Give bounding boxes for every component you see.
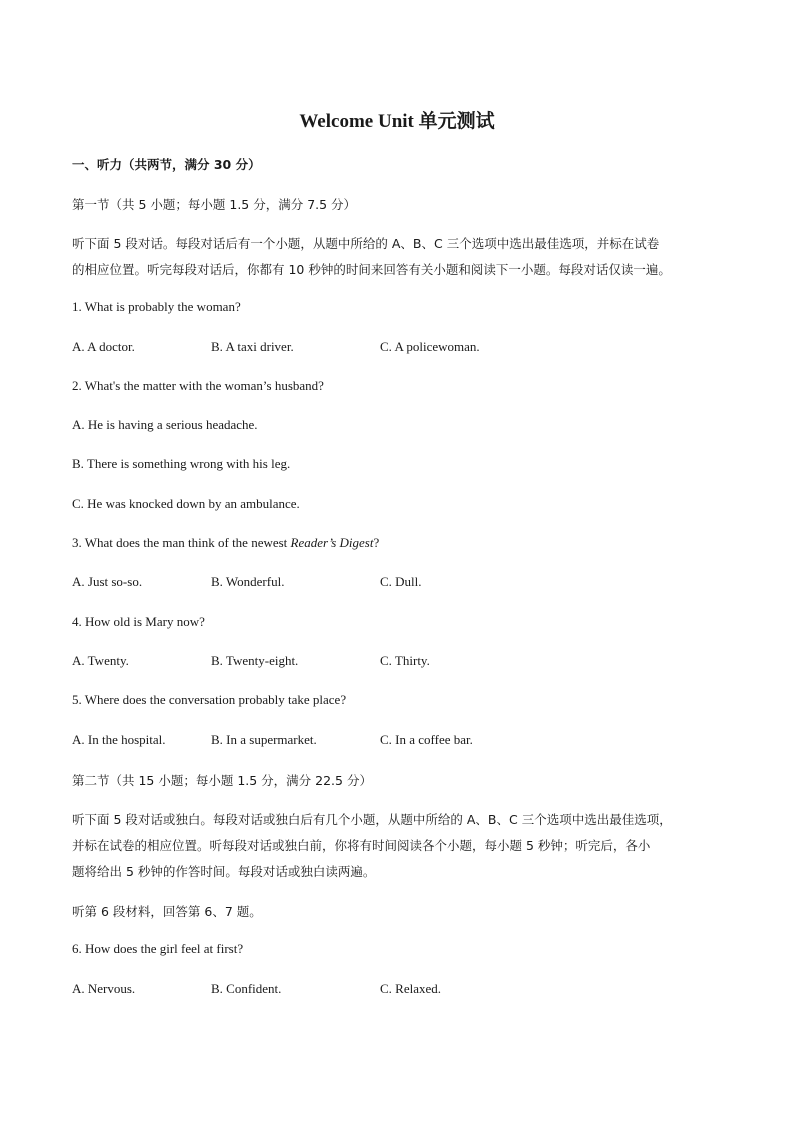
question-1-option-a: A. A doctor. [72, 339, 135, 354]
question-2-option-b: B. There is something wrong with his leg. [72, 456, 291, 471]
part-two-instructions-line2: 并标在试卷的相应位置。听每段对话或独白前，你将有时间阅读各个小题，每小题 5 秒钟；听完后，各小 [72, 838, 651, 853]
question-1-stem: 1. What is probably the woman? [72, 299, 241, 314]
page-title: Welcome Unit 单元测试 [299, 111, 495, 132]
question-5-option-b: B. In a supermarket. [211, 732, 317, 747]
question-5-option-c: C. In a coffee bar. [380, 732, 473, 747]
question-3-option-b: B. Wonderful. [211, 574, 285, 589]
question-4-option-c: C. Thirty. [380, 653, 430, 668]
question-1-option-b: B. A taxi driver. [211, 339, 294, 354]
part-two-instructions-line1: 听下面 5 段对话或独白。每段对话或独白后有几个小题，从题中所给的 A、B、C 三个选项中选出最佳选项， [72, 812, 672, 827]
question-3-option-c: C. Dull. [380, 574, 422, 589]
question-6-option-b: B. Confident. [211, 981, 282, 996]
part-one-heading: 第一节（共 5 小题；每小题 1.5 分，满分 7.5 分） [72, 197, 357, 212]
question-3-magazine-title: Reader’s Digest [290, 535, 374, 550]
question-5-option-a: A. In the hospital. [72, 732, 166, 747]
question-6-option-c: C. Relaxed. [380, 981, 442, 996]
question-2-option-c: C. He was knocked down by an ambulance. [72, 496, 300, 511]
question-6-stem: 6. How does the girl feel at first? [72, 941, 244, 956]
question-3-stem-text: 3. What does the man think of the newest [72, 535, 291, 550]
section-heading-listening: 一、听力（共两节，满分 30 分） [72, 157, 261, 172]
question-2-stem: 2. What's the matter with the woman’s husband? [72, 378, 324, 393]
question-1-option-c: C. A policewoman. [380, 339, 480, 354]
question-6-option-a: A. Nervous. [72, 981, 136, 996]
part-two-instructions-line3: 题将给出 5 秒钟的作答时间。每段对话或独白读两遍。 [72, 864, 376, 879]
question-3-stem [72, 535, 379, 551]
question-4-stem: 4. How old is Mary now? [72, 614, 205, 629]
question-3-stem-end: ? [373, 535, 380, 550]
question-4-option-b: B. Twenty-eight. [211, 653, 299, 668]
part-one-instructions-line1: 听下面 5 段对话。每段对话后有一个小题，从题中所给的 A、B、C 三个选项中选出最佳选项，并标在试卷 [72, 236, 660, 251]
question-5-stem: 5. Where does the conversation probably take place? [72, 692, 347, 707]
question-3-option-a: A. Just so-so. [72, 574, 143, 589]
material-6-instruction: 听第 6 段材料，回答第 6、7 题。 [72, 904, 262, 919]
question-4-option-a: A. Twenty. [72, 653, 129, 668]
part-two-heading: 第二节（共 15 小题；每小题 1.5 分，满分 22.5 分） [72, 773, 372, 788]
question-2-option-a: A. He is having a serious headache. [72, 417, 258, 432]
part-one-instructions-line2: 的相应位置。听完每段对话后，你都有 10 秒钟的时间来回答有关小题和阅读下一小题。每段对话仅读一遍。 [72, 262, 671, 277]
